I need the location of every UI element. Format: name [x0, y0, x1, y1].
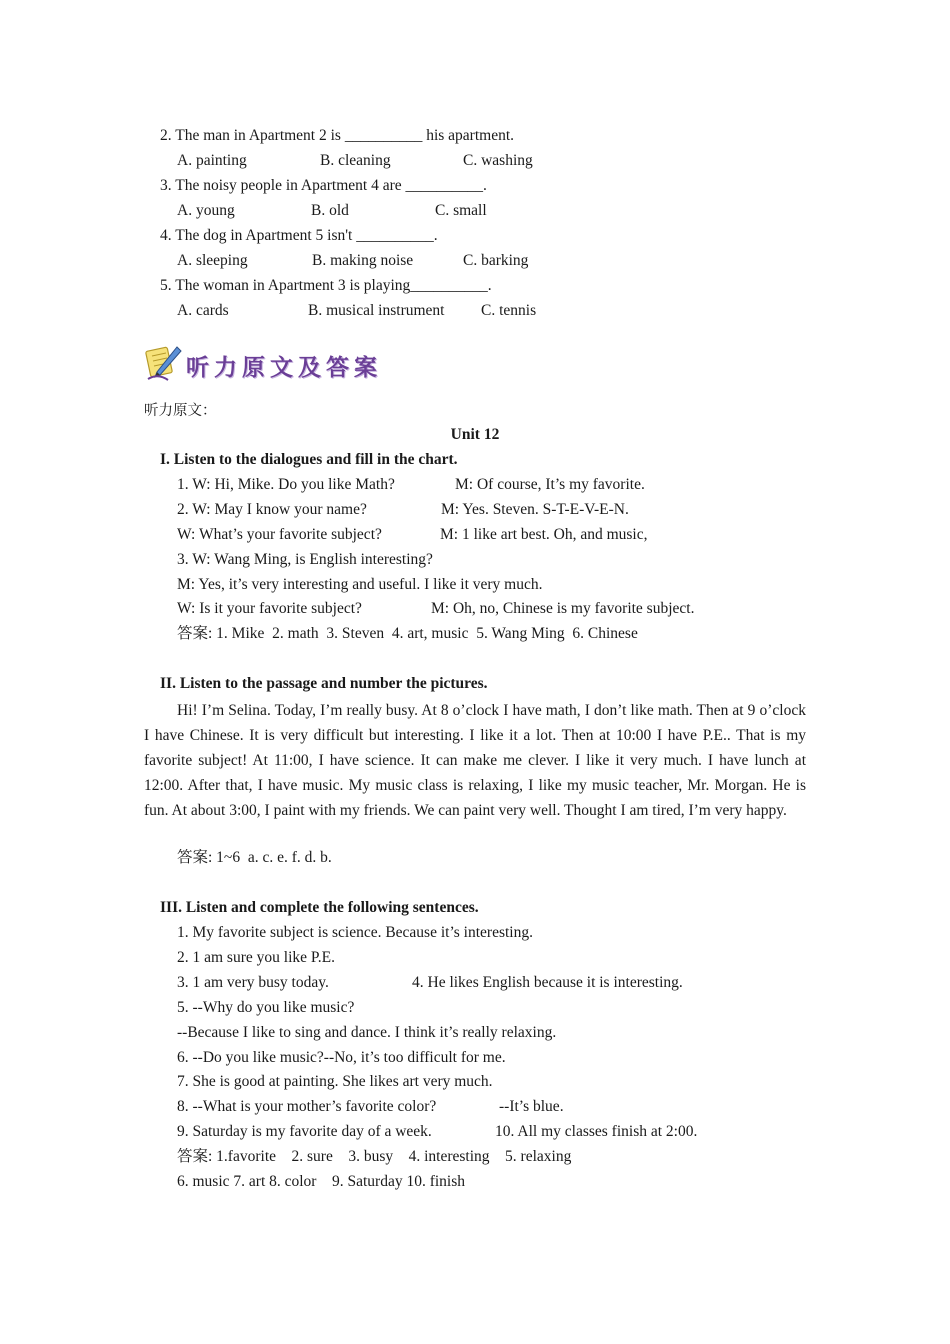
s3-line-7: 7. She is good at painting. She likes art very much. — [177, 1073, 493, 1090]
s3-line-9-left: 9. Saturday is my favorite day of a week. — [177, 1123, 432, 1140]
s1-line-5: M: Yes, it’s very interesting and useful. I like it very much. — [177, 576, 543, 593]
question-3: 3. The noisy people in Apartment 4 are __________. — [160, 177, 487, 194]
s2-answer: 答案: 1~6 a. c. e. f. d. b. — [177, 849, 332, 866]
s3-answer-2: 6. music 7. art 8. color 9. Saturday 10. finish — [177, 1173, 465, 1190]
s3-line-4: 5. --Why do you like music? — [177, 999, 355, 1016]
s3-line-6: 6. --Do you like music?--No, it’s too difficult for me. — [177, 1049, 506, 1066]
q3-option-b: B. old — [311, 202, 349, 219]
answers-banner — [144, 345, 382, 385]
s3-answer-1: 答案: 1.favorite 2. sure 3. busy 4. interesting 5. relaxing — [177, 1148, 572, 1165]
s1-line-1-left: 1. W: Hi, Mike. Do you like Math? — [177, 476, 395, 493]
q5-option-a: A. cards — [177, 302, 229, 319]
s1-line-2-right: M: Yes. Steven. S-T-E-V-E-N. — [441, 501, 629, 518]
q4-option-c: C. barking — [463, 252, 529, 269]
s3-line-9-right: 10. All my classes finish at 2:00. — [495, 1123, 698, 1140]
q5-option-b: B. musical instrument — [308, 302, 445, 319]
s1-line-6-left: W: Is it your favorite subject? — [177, 600, 362, 617]
section-3-heading: III. Listen and complete the following sentences. — [160, 899, 479, 916]
q5-option-c: C. tennis — [481, 302, 537, 319]
banner-title: 听力原文及答案 — [186, 354, 382, 381]
q4-option-b: B. making noise — [312, 252, 414, 269]
question-2: 2. The man in Apartment 2 is __________ his apartment. — [160, 127, 515, 144]
q2-option-c: C. washing — [463, 152, 533, 169]
q3-option-a: A. young — [177, 202, 235, 219]
s3-line-8-right: --It’s blue. — [499, 1098, 564, 1115]
s1-line-1-right: M: Of course, It’s my favorite. — [455, 476, 645, 493]
s3-line-3-right: 4. He likes English because it is interesting. — [412, 974, 683, 991]
q2-option-b: B. cleaning — [320, 152, 391, 169]
question-5: 5. The woman in Apartment 3 is playing__________. — [160, 277, 492, 294]
unit-title: Unit 12 — [450, 426, 500, 443]
s1-line-3-right: M: 1 like art best. Oh, and music, — [440, 526, 648, 543]
s3-line-2: 2. 1 am sure you like P.E. — [177, 949, 335, 966]
pencil-notepad-icon — [144, 343, 182, 388]
s1-line-3-left: W: What’s your favorite subject? — [177, 526, 382, 543]
q3-option-c: C. small — [435, 202, 487, 219]
s1-answer: 答案: 1. Mike 2. math 3. Steven 4. art, music 5. Wang Ming 6. Chinese — [177, 625, 638, 642]
s1-line-6-right: M: Oh, no, Chinese is my favorite subject. — [431, 600, 695, 617]
s2-passage: Hi! I’m Selina. Today, I’m really busy. At 8 o’clock I have math, I don’t like math. Then at 9 o’clock I have Chinese. It is very difficult but interesting. I like it a lot. Then at 10:00 I have P.E.. That is my favorite subject! At 11:00, I have science. It can make me clever. I like it very much. I have lunch at 12:00. After that, I have music. My music class is relaxing, I like my music teacher, Mr. Morgan. He is fun. At about 3:00, I paint with my friends. We can paint very well. Thought I am tired, I’m very happy. — [144, 702, 806, 819]
q4-option-a: A. sleeping — [177, 252, 248, 269]
script-label: 听力原文： — [144, 403, 217, 419]
question-4: 4. The dog in Apartment 5 isn't __________. — [160, 227, 438, 244]
s1-line-2-left: 2. W: May I know your name? — [177, 501, 367, 518]
s3-line-1: 1. My favorite subject is science. Because it’s interesting. — [177, 924, 533, 941]
section-2-heading: II. Listen to the passage and number the pictures. — [160, 675, 488, 692]
s3-line-8-left: 8. --What is your mother’s favorite color? — [177, 1098, 437, 1115]
s3-line-5: --Because I like to sing and dance. I think it’s really relaxing. — [177, 1024, 557, 1041]
section-1-heading: I. Listen to the dialogues and fill in the chart. — [160, 451, 458, 468]
q2-option-a: A. painting — [177, 152, 247, 169]
s3-line-3-left: 3. 1 am very busy today. — [177, 974, 329, 991]
s1-line-4: 3. W: Wang Ming, is English interesting? — [177, 551, 433, 568]
